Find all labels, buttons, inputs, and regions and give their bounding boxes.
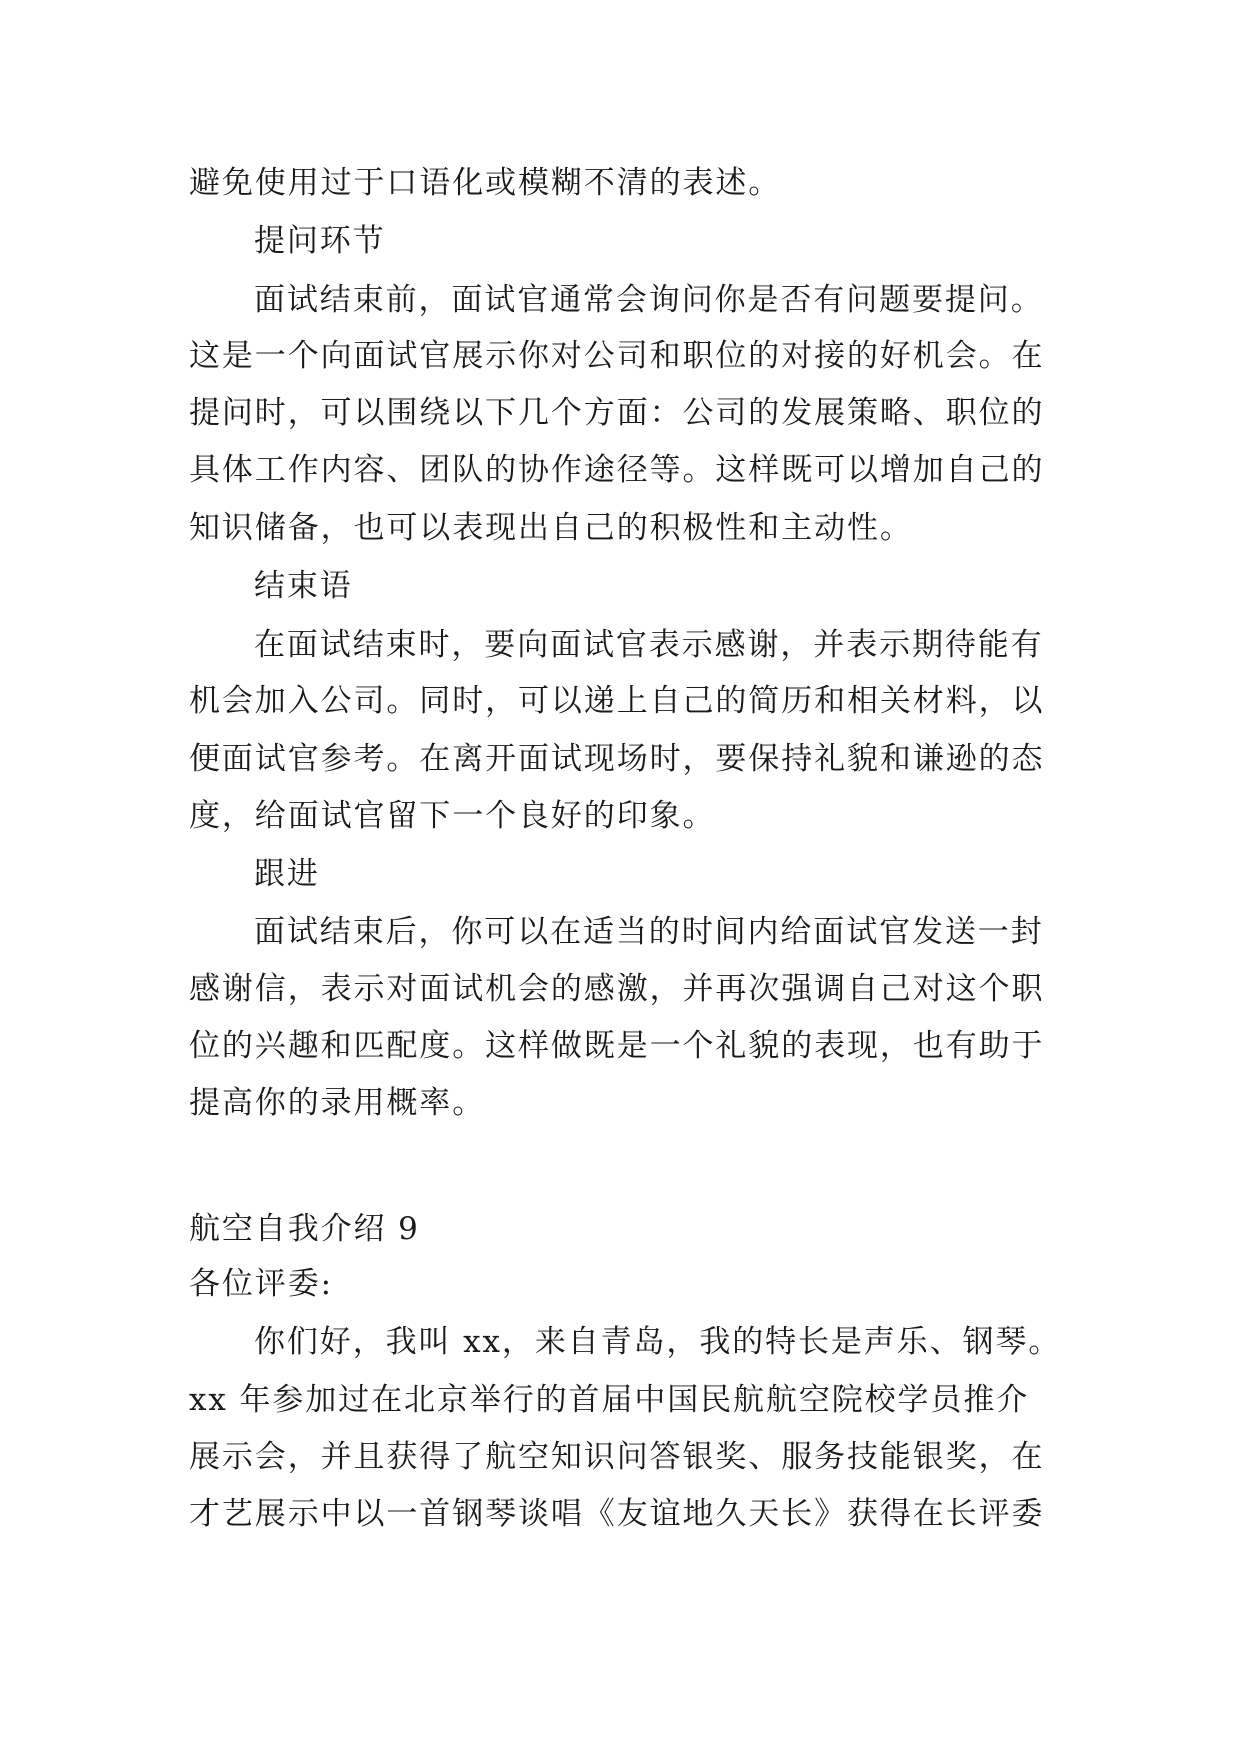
section-heading-closing: 结束语	[254, 568, 353, 604]
paragraph-line: xx 年参加过在北京举行的首届中国民航航空院校学员推介	[189, 1382, 1030, 1418]
paragraph-line: 位的兴趣和匹配度。这样做既是一个礼貌的表现，也有助于	[189, 1028, 1045, 1064]
paragraph-line: 具体工作内容、团队的协作途径等。这样既可以增加自己的	[189, 452, 1045, 488]
paragraph-line: 提高你的录用概率。	[189, 1085, 486, 1121]
paragraph-line: 展示会，并且获得了航空知识问答银奖、服务技能银奖，在	[189, 1439, 1045, 1475]
paragraph-line: 在面试结束时，要向面试官表示感谢，并表示期待能有	[254, 627, 1044, 663]
paragraph-line: 度，给面试官留下一个良好的印象。	[189, 798, 716, 834]
paragraph-line: 感谢信，表示对面试机会的感激，并再次强调自己对这个职	[189, 971, 1045, 1007]
paragraph-line: 才艺展示中以一首钢琴谈唱《友谊地久天长》获得在长评委	[189, 1496, 1045, 1532]
paragraph-line: 面试结束后，你可以在适当的时间内给面试官发送一封	[254, 914, 1044, 950]
paragraph-line: 提问时，可以围绕以下几个方面：公司的发展策略、职位的	[189, 395, 1045, 431]
section-heading-questions: 提问环节	[254, 223, 386, 259]
paragraph-line: 机会加入公司。同时，可以递上自己的简历和相关材料，以	[189, 683, 1045, 719]
paragraph-line: 避免使用过于口语化或模糊不清的表述。	[189, 165, 782, 201]
paragraph-line: 面试结束前，面试官通常会询问你是否有问题要提问。	[254, 282, 1044, 318]
paragraph-line: 这是一个向面试官展示你对公司和职位的对接的好机会。在	[189, 338, 1045, 374]
paragraph-line: 你们好，我叫 xx，来自青岛，我的特长是声乐、钢琴。	[254, 1324, 1062, 1360]
paragraph-line: 便面试官参考。在离开面试现场时，要保持礼貌和谦逊的态	[189, 741, 1045, 777]
section-heading-follow-up: 跟进	[254, 856, 320, 892]
article-title: 航空自我介绍 9	[189, 1211, 420, 1247]
salutation: 各位评委:	[189, 1266, 333, 1302]
paragraph-line: 知识储备，也可以表现出自己的积极性和主动性。	[189, 510, 913, 546]
